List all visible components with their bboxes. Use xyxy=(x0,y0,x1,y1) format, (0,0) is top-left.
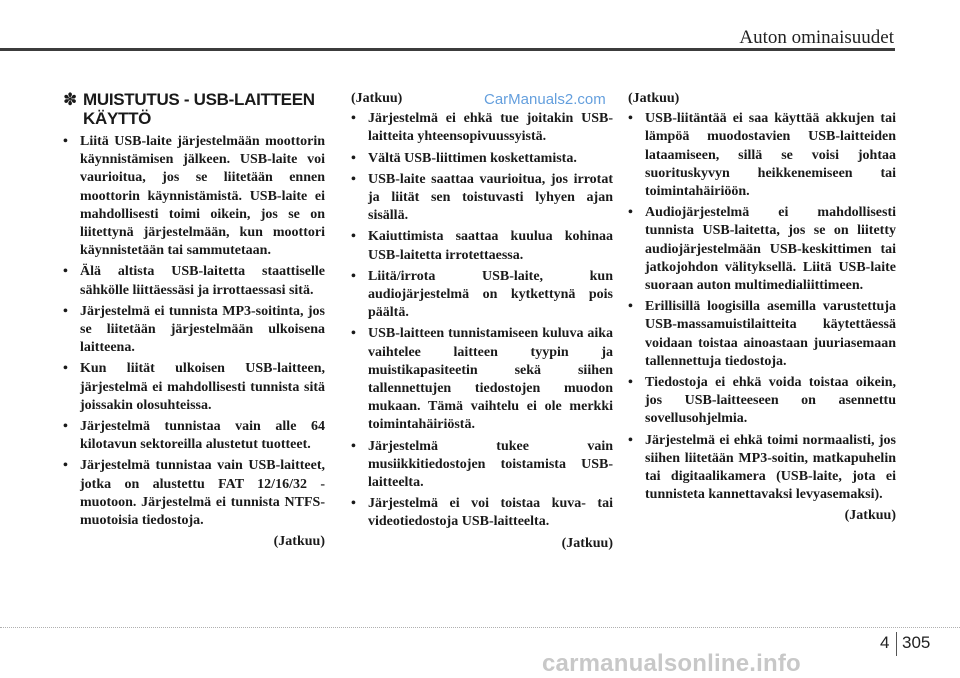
caution-list xyxy=(628,110,896,504)
header-rule xyxy=(0,48,895,51)
list-item: • USB-laitteen tunnistamiseen kuluva aika vaihtelee laitteen tyypin ja muistikapasiteetin sekä siihen tallennettujen tiedostojen muodon mukaan. Tämä vaihtelu ei ole merkki toimintahäiriöstä. xyxy=(351,325,613,434)
watermark: CarManuals2.com xyxy=(484,91,606,108)
list-item: • Kaiuttimista saattaa kuulua kohinaa USB-laitetta irrotettaessa. xyxy=(351,228,613,264)
column-3 xyxy=(628,90,896,526)
page-number-divider xyxy=(896,632,897,656)
caution-list xyxy=(351,110,613,531)
continued-label: (Jatkuu) xyxy=(844,508,896,524)
chapter-number: 4 xyxy=(880,633,890,652)
list-item: • Kun liität ulkoisen USB-laitteen, järjestelmä ei mahdollisesti tunnista sitä joissakin olosuhteissa. xyxy=(63,360,325,415)
caution-heading xyxy=(63,90,325,128)
caution-title: MUISTUTUS - USB-LAITTEEN KÄYTTÖ xyxy=(83,90,315,128)
continued-heading: (Jatkuu) xyxy=(628,91,680,106)
continued-label: (Jatkuu) xyxy=(561,535,613,551)
page-header-title: Auton ominaisuudet xyxy=(739,27,894,48)
list-item: • Vältä USB-liittimen koskettamista. xyxy=(351,150,613,168)
list-item: • Järjestelmä tukee vain musiikkitiedostojen toistamista USB-laitteelta. xyxy=(351,438,613,493)
list-item: • Järjestelmä ei voi toistaa kuva- tai videotiedostoja USB-laitteelta. xyxy=(351,495,613,531)
list-item: • Erillisillä loogisilla asemilla varustettuja USB-massamuistilaitteita käytettäessä voidaan toistaa ainoastaan juuriasemaan tallennettuja tiedostoja. xyxy=(628,298,896,371)
column-1 xyxy=(63,90,325,551)
list-item: • Liitä USB-laite järjestelmään moottorin käynnistämisen jälkeen. USB-laite voi vaurioitua, jos se liitetään ennen moottorin käynnistämistä. USB-laite ei mahdollisesti toimi oikein, jos se on liitettynä järjestelmään, kun moottori käynnistetään tai sammutetaan. xyxy=(63,133,325,260)
list-item: • Tiedostoja ei ehkä voida toistaa oikein, jos USB-laitteeseen on asennettu sovellusohjelmia. xyxy=(628,374,896,429)
caution-icon: ✽ xyxy=(63,90,77,109)
footer-rule xyxy=(0,627,960,628)
list-item: • Audiojärjestelmä ei mahdollisesti tunnista USB-laitetta, jos se on liitetty audiojärjestelmään USB-keskittimen tai jatkojohdon välityksellä. Liitä USB-laite suoraan auton multimedialiittimeen. xyxy=(628,204,896,295)
continued-label: (Jatkuu) xyxy=(273,534,325,550)
list-item: • Järjestelmä tunnistaa vain alle 64 kilotavun sektoreilla alustetut tuotteet. xyxy=(63,418,325,454)
list-item: • Järjestelmä ei ehkä toimi normaalisti, jos siihen liitetään MP3-soitin, matkapuhelin tai digitaalikamera (USB-laite, jota ei tunnisteta kannettavaksi levyasemaksi). xyxy=(628,432,896,505)
list-item: • Älä altista USB-laitetta staattiselle sähkölle liittäessäsi ja irrottaessasi sitä. xyxy=(63,263,325,299)
caution-list xyxy=(63,133,325,530)
list-item: • Järjestelmä tunnistaa vain USB-laitteet, jotka on alustettu FAT 12/16/32 -muotoon. Järjestelmä ei tunnista NTFS-muotoisia tiedostoja. xyxy=(63,457,325,530)
page-number: 305 xyxy=(902,633,931,652)
list-item: • USB-laite saattaa vaurioitua, jos irrotat ja liität sen toistuvasti lyhyen ajan sisällä. xyxy=(351,171,613,226)
list-item: • Järjestelmä ei tunnista MP3-soitinta, jos se liitetään järjestelmään ulkoisena laitteena. xyxy=(63,303,325,358)
column-2 xyxy=(351,90,613,553)
continued-heading: (Jatkuu) xyxy=(351,91,403,106)
site-watermark: carmanualsonline.info xyxy=(542,650,801,677)
list-item: • Järjestelmä ei ehkä tue joitakin USB-laitteita yhteensopivuussyistä. xyxy=(351,110,613,146)
list-item: • USB-liitäntää ei saa käyttää akkujen tai lämpöä muodostavien USB-laitteiden lataamiseen, sillä se voisi johtaa suorituskyvyn heikkenemiseen tai toimintahäiriöön. xyxy=(628,110,896,201)
list-item: • Liitä/irrota USB-laite, kun audiojärjestelmä on kytkettynä pois päältä. xyxy=(351,268,613,323)
